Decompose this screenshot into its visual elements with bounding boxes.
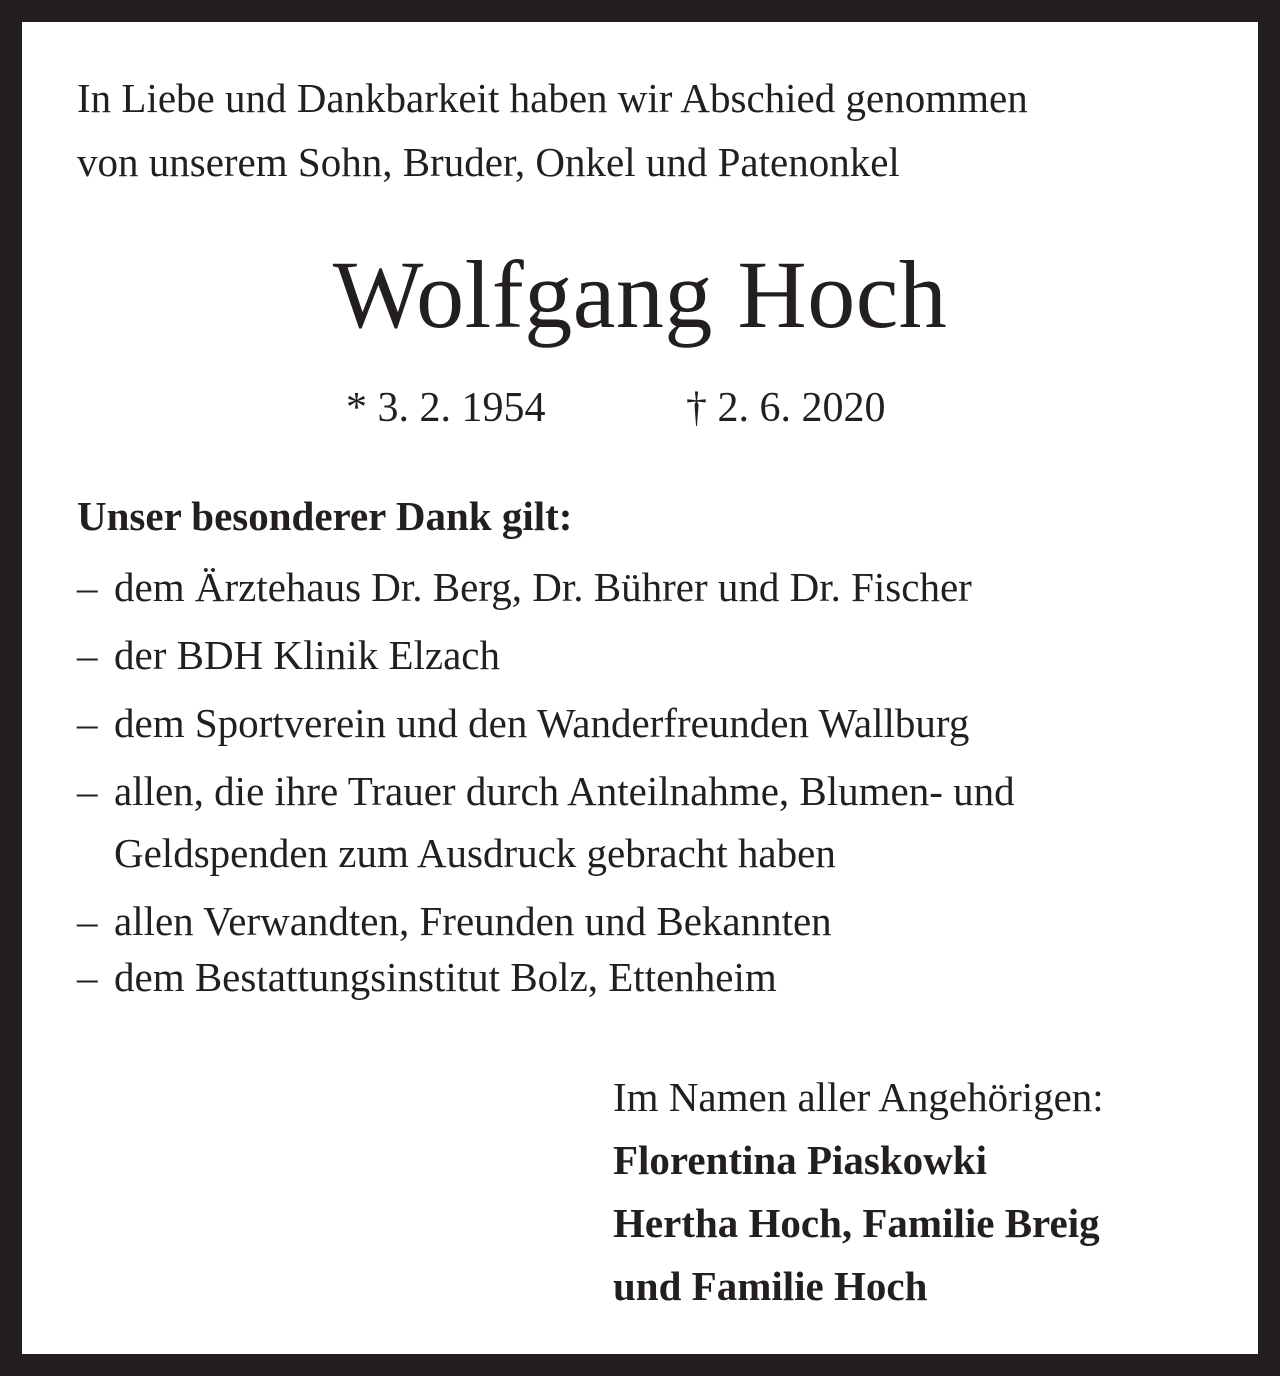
- signature-intro: Im Namen aller Angehörigen:: [613, 1074, 1104, 1120]
- dash-marker: –: [77, 632, 98, 678]
- dash-marker: –: [77, 954, 98, 1000]
- thanks-item: [77, 624, 1217, 686]
- thanks-item-text: der BDH Klinik Elzach: [114, 632, 500, 678]
- thanks-item: [77, 556, 1217, 618]
- thanks-item-text: Geldspenden zum Ausdruck gebracht haben: [114, 830, 836, 876]
- intro-text: [77, 66, 1028, 194]
- thanks-item-text: dem Ärztehaus Dr. Berg, Dr. Bührer und Dr. Fischer: [114, 564, 972, 610]
- birth-date: * 3. 2. 1954: [346, 385, 546, 431]
- thanks-item: [77, 760, 1217, 884]
- signature-name: Hertha Hoch, Familie Breig: [613, 1200, 1100, 1246]
- intro-line: In Liebe und Dankbarkeit haben wir Abschied genommen: [77, 75, 1028, 121]
- signature-block: [613, 1066, 1104, 1318]
- signature-name: Florentina Piaskowki: [613, 1137, 987, 1183]
- thanks-list: [77, 556, 1217, 1014]
- thanks-item-text: dem Sportverein und den Wanderfreunden Wallburg: [114, 700, 970, 746]
- thanks-item-text: dem Bestattungsinstitut Bolz, Ettenheim: [114, 954, 777, 1000]
- thanks-item-text: allen Verwandten, Freunden und Bekannten: [114, 898, 832, 944]
- deceased-name: Wolfgang Hoch: [332, 241, 948, 348]
- thanks-item: [77, 890, 1217, 952]
- dash-marker: –: [77, 898, 98, 944]
- dash-marker: –: [77, 564, 98, 610]
- dash-marker: –: [77, 768, 98, 814]
- signature-name: und Familie Hoch: [613, 1263, 928, 1309]
- death-date: † 2. 6. 2020: [686, 385, 886, 431]
- dash-marker: –: [77, 700, 98, 746]
- thanks-heading: Unser besonderer Dank gilt:: [77, 493, 573, 539]
- thanks-item-text: allen, die ihre Trauer durch Anteilnahme, Blumen- und: [114, 768, 1015, 814]
- thanks-item: [77, 946, 1217, 1008]
- intro-line: von unserem Sohn, Bruder, Onkel und Patenonkel: [77, 139, 900, 185]
- thanks-item: [77, 692, 1217, 754]
